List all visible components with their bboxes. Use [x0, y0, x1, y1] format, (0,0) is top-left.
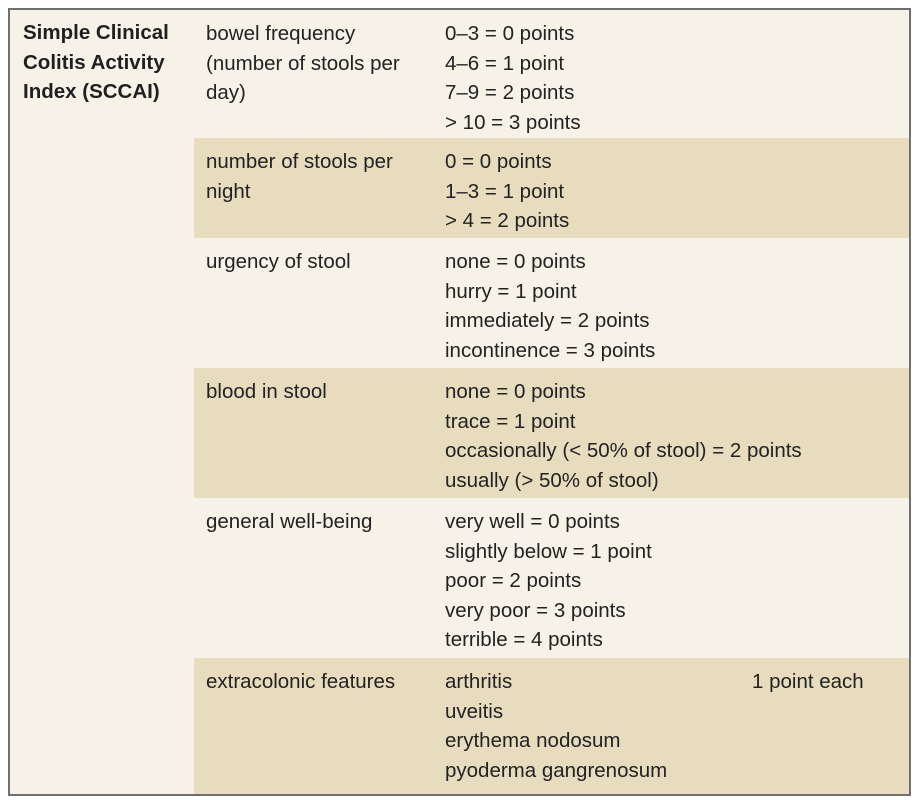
score-item: pyoderma gangrenosum	[445, 758, 668, 782]
score-item: 0–3 = 0 points	[445, 22, 575, 45]
score-item: none = 0 points	[445, 250, 586, 273]
score-item: very poor = 3 points	[445, 598, 626, 622]
score-item: 4–6 = 1 point	[445, 51, 565, 75]
score-item: occasionally (< 50% of stool) = 2 points	[445, 439, 802, 462]
table-row-general-well-being	[194, 498, 909, 658]
index-title: Simple Clinical Colitis Activity Index (SCCAI)	[23, 21, 169, 103]
score-list	[445, 507, 865, 655]
score-item: 7–9 = 2 points	[445, 81, 575, 104]
score-item: uveitis	[445, 699, 504, 723]
score-item: trace = 1 point	[445, 409, 576, 433]
score-item: 0 = 0 points	[445, 150, 552, 173]
points-note: 1 point each	[752, 670, 864, 693]
table-row-stools-per-night	[194, 138, 909, 238]
score-item: arthritis	[445, 670, 513, 693]
score-item: immediately = 2 points	[445, 309, 650, 332]
score-list	[445, 247, 865, 365]
table-row-blood-in-stool	[194, 368, 909, 498]
score-item: > 10 = 3 points	[445, 110, 581, 134]
score-item: terrible = 4 points	[445, 628, 603, 651]
parameter-label: number of stools per night	[206, 150, 393, 203]
parameter-label: blood in stool	[206, 380, 327, 403]
table-row-bowel-frequency	[194, 10, 909, 138]
table-row-extracolonic-features	[194, 658, 909, 796]
score-item: poor = 2 points	[445, 569, 582, 592]
sccai-table	[8, 8, 911, 796]
table-body	[194, 10, 909, 794]
score-list	[445, 147, 865, 236]
score-list	[445, 377, 865, 495]
parameter-label: extracolonic features	[206, 670, 396, 693]
score-item: usually (> 50% of stool)	[445, 468, 659, 492]
score-item: > 4 = 2 points	[445, 209, 570, 232]
score-item: 1–3 = 1 point	[445, 179, 565, 203]
score-item: none = 0 points	[445, 380, 586, 403]
score-item: very well = 0 points	[445, 510, 620, 533]
score-item: slightly below = 1 point	[445, 539, 652, 563]
score-list	[445, 19, 865, 137]
parameter-label: general well-being	[206, 510, 373, 533]
score-item: hurry = 1 point	[445, 279, 577, 303]
parameter-label: bowel frequency (number of stools per day)	[206, 22, 400, 104]
parameter-label: urgency of stool	[206, 250, 351, 273]
score-item: erythema nodosum	[445, 729, 621, 752]
table-row-urgency-of-stool	[194, 238, 909, 368]
score-item: incontinence = 3 points	[445, 338, 656, 362]
